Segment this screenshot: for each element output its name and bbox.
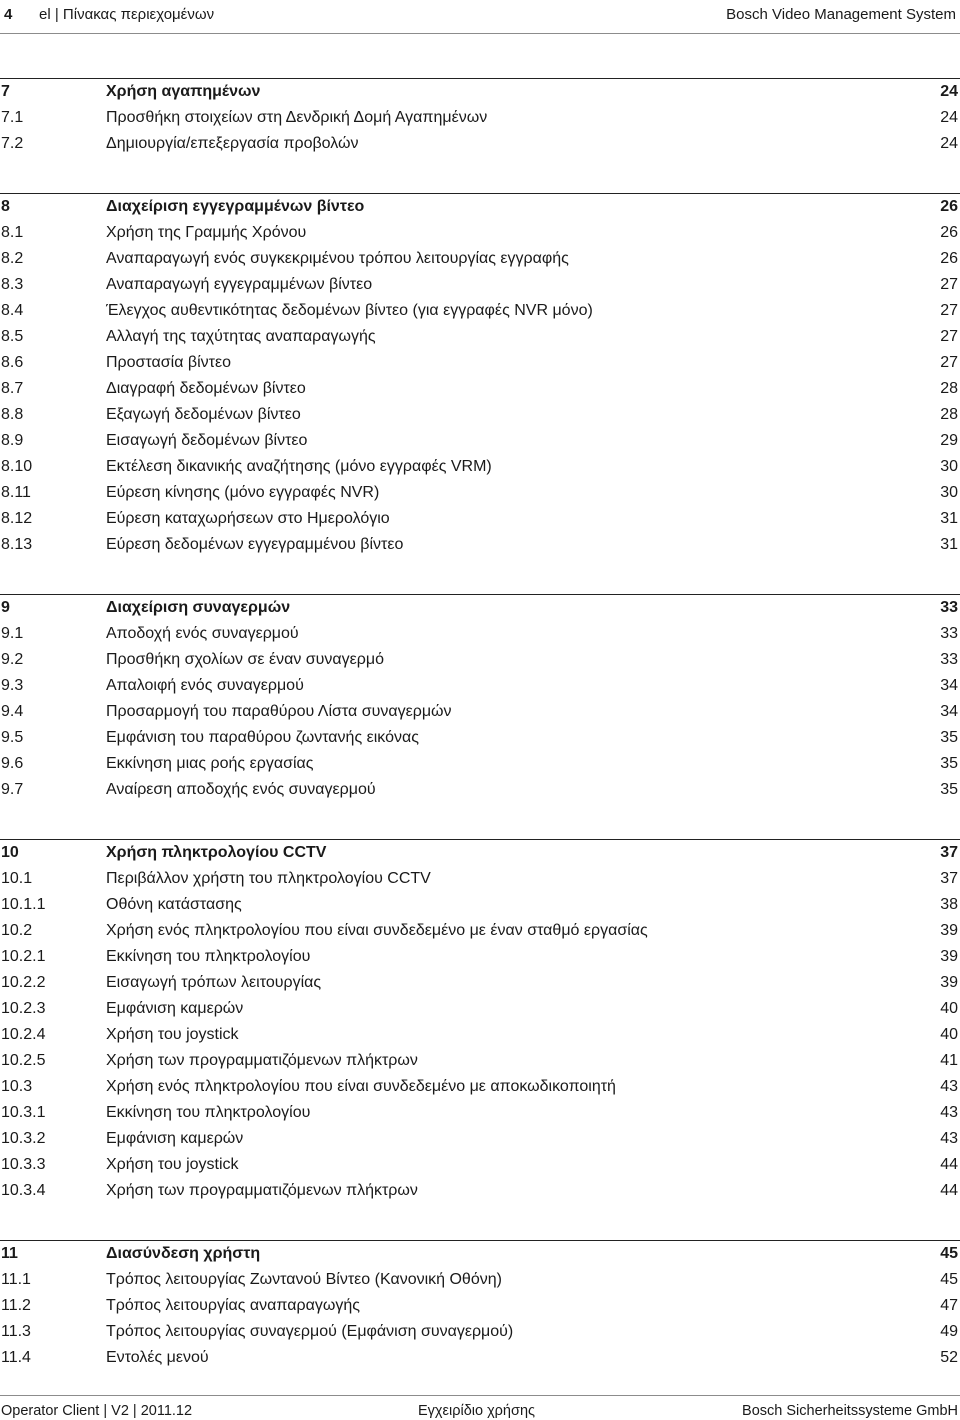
toc-entry-title: Διαχείριση εγγεγραμμένων βίντεο [106,198,365,215]
toc-entry-page: 52 [940,1349,958,1366]
toc-entry-page: 31 [940,536,958,553]
toc-entry-number: 10.1 [1,870,33,887]
toc-entry-page: 33 [940,651,958,668]
toc-entry[interactable] [0,402,960,428]
toc-entry-number: 9.4 [1,703,24,720]
toc-entry-page: 45 [940,1245,958,1262]
toc-chapter-heading[interactable] [0,595,960,621]
toc-entry-page: 37 [940,870,958,887]
toc-entry-number: 10.3.3 [1,1156,46,1173]
toc-entry-number: 10.2.2 [1,974,46,991]
toc-entry-title: Περιβάλλον χρήστη του πληκτρολογίου CCTV [106,870,431,887]
toc-entry-title: Εκκίνηση του πληκτρολογίου [106,948,311,965]
toc-entry-number: 9.2 [1,651,24,668]
toc-entry-page: 41 [940,1052,958,1069]
toc-entry[interactable] [0,131,960,157]
toc-entry[interactable] [0,1074,960,1100]
toc-entry-page: 24 [940,83,958,100]
toc-entry-title: Εύρεση κίνησης (μόνο εγγραφές NVR) [106,484,380,501]
toc-entry-number: 11 [1,1245,18,1262]
toc-entry-number: 8.8 [1,406,24,423]
toc-entry-page: 45 [940,1271,958,1288]
toc-entry-number: 7.2 [1,135,24,152]
toc-entry[interactable] [0,1126,960,1152]
toc-chapter [0,1240,960,1371]
toc-chapter-heading[interactable] [0,194,960,220]
toc-entry[interactable] [0,272,960,298]
toc-entry[interactable] [0,1022,960,1048]
toc-entry[interactable] [0,105,960,131]
toc-entry-number: 8 [1,198,10,215]
toc-entry-title: Δημιουργία/επεξεργασία προβολών [106,135,359,152]
toc-entry-number: 10.2.1 [1,948,46,965]
toc-entry[interactable] [0,1152,960,1178]
toc-entry-page: 37 [940,844,958,861]
toc-entry-title: Οθόνη κατάστασης [106,896,242,913]
toc-entry-number: 9.5 [1,729,24,746]
toc-entry-number: 10.2.3 [1,1000,46,1017]
toc-entry-page: 44 [940,1182,958,1199]
toc-entry[interactable] [0,1319,960,1345]
toc-entry[interactable] [0,428,960,454]
page-number: 4 [4,6,13,23]
toc-entry-title: Τρόπος λειτουργίας αναπαραγωγής [106,1297,360,1314]
toc-entry[interactable] [0,1048,960,1074]
toc-entry-page: 30 [940,458,958,475]
toc-entry-title: Εισαγωγή τρόπων λειτουργίας [106,974,322,991]
toc-entry[interactable] [0,376,960,402]
toc-entry-page: 27 [940,276,958,293]
toc-entry-title: Διαγραφή δεδομένων βίντεο [106,380,306,397]
toc-entry[interactable] [0,350,960,376]
toc-entry[interactable] [0,647,960,673]
toc-entry-number: 8.4 [1,302,24,319]
toc-entry-page: 43 [940,1078,958,1095]
toc-entry-page: 39 [940,974,958,991]
toc-entry[interactable] [0,996,960,1022]
toc-entry-title: Χρήση των προγραμματιζόμενων πλήκτρων [106,1182,418,1199]
toc-entry[interactable] [0,532,960,558]
toc-chapter-heading[interactable] [0,79,960,105]
toc-entry[interactable] [0,1293,960,1319]
toc-entry-page: 29 [940,432,958,449]
toc-entry-number: 8.10 [1,458,33,475]
toc-entry-page: 39 [940,948,958,965]
toc-entry-number: 9 [1,599,10,616]
table-of-contents [0,78,960,1371]
toc-entry-number: 11.2 [1,1297,31,1314]
toc-chapter-heading[interactable] [0,1241,960,1267]
toc-chapter [0,193,960,558]
footer-company: Bosch Sicherheitssysteme GmbH [742,1403,958,1419]
toc-entry-page: 47 [940,1297,958,1314]
toc-entry-number: 8.11 [1,484,31,501]
toc-entry-title: Αναίρεση αποδοχής ενός συναγερμού [106,781,376,798]
toc-entry-number: 11.1 [1,1271,31,1288]
toc-entry-page: 27 [940,302,958,319]
toc-entry-page: 26 [940,224,958,241]
toc-entry-page: 34 [940,703,958,720]
toc-entry-title: Χρήση της Γραμμής Χρόνου [106,224,307,241]
toc-entry[interactable] [0,918,960,944]
toc-entry-title: Χρήση του joystick [106,1156,239,1173]
toc-entry-page: 38 [940,896,958,913]
toc-chapter [0,78,960,157]
toc-entry-title: Προσθήκη στοιχείων στη Δενδρική Δομή Αγαπημένων [106,109,488,126]
toc-entry[interactable] [0,777,960,803]
toc-chapter [0,839,960,1204]
toc-chapter [0,594,960,803]
toc-entry-page: 26 [940,198,958,215]
toc-entry[interactable] [0,1100,960,1126]
page-footer [0,1395,960,1420]
toc-entry-page: 40 [940,1000,958,1017]
toc-entry-number: 8.6 [1,354,24,371]
toc-entry-number: 9.1 [1,625,24,642]
toc-entry-title: Χρήση των προγραμματιζόμενων πλήκτρων [106,1052,418,1069]
toc-entry-number: 10.2.5 [1,1052,46,1069]
footer-divider [0,1395,960,1396]
toc-entry-title: Διασύνδεση χρήστη [106,1245,261,1262]
toc-entry-page: 43 [940,1130,958,1147]
toc-entry-title: Εκκίνηση του πληκτρολογίου [106,1104,311,1121]
toc-entry[interactable] [0,220,960,246]
toc-entry[interactable] [0,621,960,647]
toc-entry-title: Προσαρμογή του παραθύρου Λίστα συναγερμών [106,703,452,720]
toc-entry-page: 27 [940,354,958,371]
toc-entry-title: Εμφάνιση καμερών [106,1130,244,1147]
toc-entry[interactable] [0,1178,960,1204]
toc-entry-title: Εντολές μενού [106,1349,209,1366]
toc-entry-page: 49 [940,1323,958,1340]
toc-chapter-heading[interactable] [0,840,960,866]
toc-entry[interactable] [0,725,960,751]
toc-entry-title: Τρόπος λειτουργίας συναγερμού (Εμφάνιση συναγερμού) [106,1323,514,1340]
toc-entry-page: 26 [940,250,958,267]
toc-entry-title: Αποδοχή ενός συναγερμού [106,625,299,642]
toc-entry-page: 35 [940,781,958,798]
toc-entry-title: Εύρεση δεδομένων εγγεγραμμένου βίντεο [106,536,404,553]
toc-entry[interactable] [0,1267,960,1293]
toc-entry-number: 9.7 [1,781,24,798]
toc-entry-number: 10.1.1 [1,896,46,913]
toc-entry-title: Χρήση ενός πληκτρολογίου που είναι συνδεδεμένο με έναν σταθμό εργασίας [106,922,648,939]
toc-entry-number: 10.3.2 [1,1130,46,1147]
toc-entry-page: 24 [940,109,958,126]
toc-entry[interactable] [0,699,960,725]
toc-entry-number: 8.9 [1,432,24,449]
toc-entry-title: Προσθήκη σχολίων σε έναν συναγερμό [106,651,385,668]
toc-entry-number: 8.2 [1,250,24,267]
toc-entry-title: Διαχείριση συναγερμών [106,599,291,616]
toc-entry-number: 10.2 [1,922,33,939]
toc-entry-page: 33 [940,599,958,616]
toc-entry-number: 8.13 [1,536,33,553]
toc-entry-page: 34 [940,677,958,694]
toc-entry-title: Εμφάνιση του παραθύρου ζωντανής εικόνας [106,729,419,746]
toc-entry-number: 8.1 [1,224,24,241]
toc-entry-page: 33 [940,625,958,642]
toc-entry[interactable] [0,944,960,970]
toc-entry-title: Εισαγωγή δεδομένων βίντεο [106,432,308,449]
footer-manual-type: Εγχειρίδιο χρήσης [418,1403,535,1419]
toc-entry[interactable] [0,892,960,918]
toc-entry[interactable] [0,673,960,699]
toc-entry-page: 27 [940,328,958,345]
toc-entry-number: 10.3.1 [1,1104,46,1121]
toc-entry-title: Προστασία βίντεο [106,354,232,371]
toc-entry-title: Αλλαγή της ταχύτητας αναπαραγωγής [106,328,376,345]
toc-entry-number: 11.3 [1,1323,31,1340]
toc-entry-page: 28 [940,406,958,423]
toc-entry-number: 8.12 [1,510,33,527]
toc-entry-page: 35 [940,729,958,746]
toc-entry-title: Απαλοιφή ενός συναγερμού [106,677,304,694]
toc-entry[interactable] [0,866,960,892]
toc-entry-title: Χρήση πληκτρολογίου CCTV [106,844,327,861]
toc-entry-page: 43 [940,1104,958,1121]
toc-entry-title: Εκκίνηση μιας ροής εργασίας [106,755,314,772]
toc-entry-number: 8.7 [1,380,24,397]
toc-entry-title: Χρήση του joystick [106,1026,239,1043]
header-divider [0,33,960,34]
toc-entry[interactable] [0,506,960,532]
toc-entry-page: 24 [940,135,958,152]
toc-entry[interactable] [0,970,960,996]
toc-entry-title: Εμφάνιση καμερών [106,1000,244,1017]
toc-entry-number: 10.3.4 [1,1182,46,1199]
toc-entry[interactable] [0,454,960,480]
toc-entry-title: Έλεγχος αυθεντικότητας δεδομένων βίντεο (για εγγραφές NVR μόνο) [106,302,593,319]
toc-entry-number: 7 [1,83,10,100]
toc-entry[interactable] [0,480,960,506]
section-title: el | Πίνακας περιεχομένων [39,6,215,23]
toc-entry-number: 8.3 [1,276,24,293]
toc-entry-page: 35 [940,755,958,772]
toc-entry-number: 11.4 [1,1349,31,1366]
toc-entry-title: Χρήση αγαπημένων [106,83,261,100]
toc-entry-number: 7.1 [1,109,24,126]
toc-entry-title: Εξαγωγή δεδομένων βίντεο [106,406,301,423]
toc-entry[interactable] [0,246,960,272]
toc-entry-page: 44 [940,1156,958,1173]
footer-document-info: Operator Client | V2 | 2011.12 [1,1403,193,1419]
toc-entry-title: Αναπαραγωγή ενός συγκεκριμένου τρόπου λειτουργίας εγγραφής [106,250,569,267]
page-header [0,0,960,34]
toc-entry-number: 10.2.4 [1,1026,46,1043]
toc-entry-number: 9.6 [1,755,24,772]
toc-entry[interactable] [0,298,960,324]
toc-entry-page: 40 [940,1026,958,1043]
toc-entry-page: 31 [940,510,958,527]
toc-entry-page: 28 [940,380,958,397]
toc-entry-page: 39 [940,922,958,939]
toc-entry-title: Χρήση ενός πληκτρολογίου που είναι συνδεδεμένο με αποκωδικοποιητή [106,1078,616,1095]
toc-entry-page: 30 [940,484,958,501]
toc-entry[interactable] [0,751,960,777]
toc-entry[interactable] [0,1345,960,1371]
toc-entry-number: 8.5 [1,328,24,345]
toc-entry-title: Εύρεση καταχωρήσεων στο Ημερολόγιο [106,510,390,527]
toc-entry-number: 9.3 [1,677,24,694]
product-name: Bosch Video Management System [726,6,956,23]
toc-entry[interactable] [0,324,960,350]
toc-entry-title: Τρόπος λειτουργίας Ζωντανού Βίντεο (Κανονική Οθόνη) [106,1271,502,1288]
toc-entry-number: 10.3 [1,1078,33,1095]
toc-entry-title: Αναπαραγωγή εγγεγραμμένων βίντεο [106,276,373,293]
toc-entry-title: Εκτέλεση δικανικής αναζήτησης (μόνο εγγραφές VRM) [106,458,492,475]
toc-entry-number: 10 [1,844,19,861]
